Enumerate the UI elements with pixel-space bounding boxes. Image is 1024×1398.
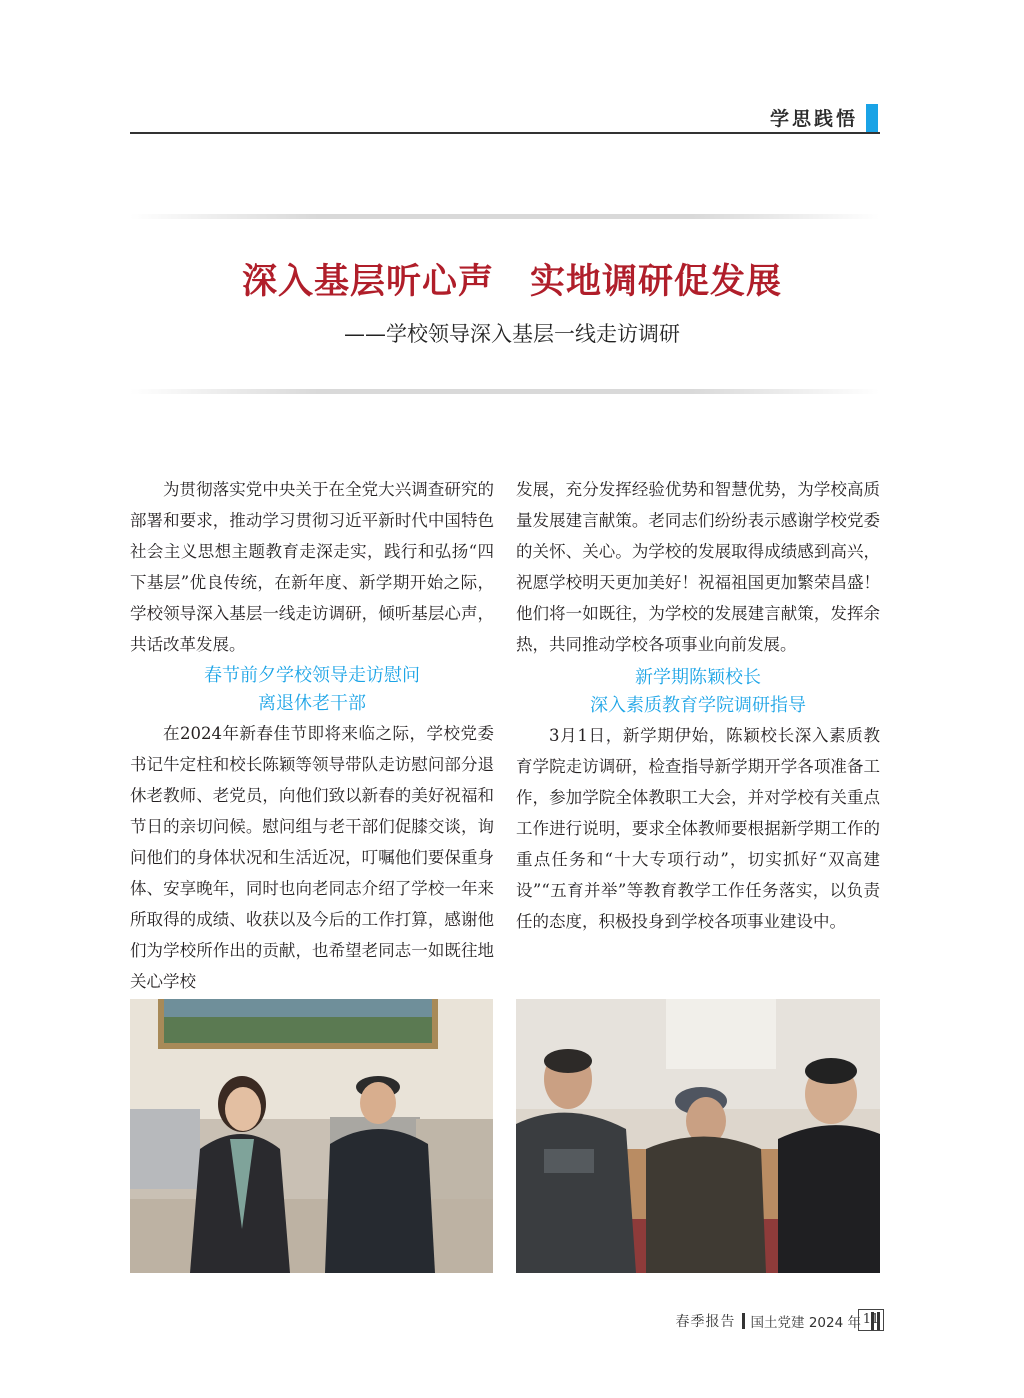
section1-heading-line1: 春节前夕学校领导走访慰问 (204, 665, 420, 686)
section2-heading (516, 664, 880, 720)
footer-issue: 国土党建 2024 年 (750, 1315, 861, 1331)
footer-magazine-name: 春季报告 (675, 1314, 736, 1330)
section2-paragraph: 3月1日，新学期伊始，陈颖校长深入素质教育学院走访调研，检查指导新学期开学各项准备工作，参加学院全体教职工大会，并对学校有关重点工作进行说明，要求全体教师要根据新学期工作的重点任务和“十大专项行动”，切实抓好“双高建设”“五育并举”等教育教学工作任务落实，以负责任的态度，积极投身到学校各项事业建设中。 (516, 726, 880, 931)
header-rule (130, 132, 880, 134)
intro-paragraph: 为贯彻落实党中央关于在全党大兴调查研究的部署和要求，推动学习贯彻习近平新时代中国特色社会主义思想主题教育走深走实，践行和弘扬“四下基层”优良传统，在新年度、新学期开始之际，学校领导深入基层一线走访调研，倾听基层心声，共话改革发展。 (130, 480, 494, 654)
page-number: 11 (858, 1309, 884, 1331)
photo-visit-left (130, 999, 493, 1273)
section1-paragraph-continued: 发展，充分发挥经验优势和智慧优势，为学校高质量发展建言献策。老同志们纷纷表示感谢学校党委的关怀、关心。为学校的发展取得成绩感到高兴，祝愿学校明天更加美好！祝福祖国更加繁荣昌盛！他们将一如既往，为学校的发展建言献策，发挥余热，共同推动学校各项事业向前发展。 (516, 480, 880, 654)
section-label: 学思践悟 (769, 108, 858, 130)
left-column (130, 474, 494, 997)
section2-heading-line2: 深入素质教育学院调研指导 (590, 695, 806, 716)
section1-heading (130, 662, 494, 718)
article-subtitle: ——学校领导深入基层一线走访调研 (344, 322, 680, 346)
section2-heading-line1: 新学期陈颖校长 (635, 667, 761, 688)
photo-visit-right (516, 999, 880, 1273)
section1-heading-line2: 离退休老干部 (258, 693, 366, 714)
footer (676, 1310, 880, 1332)
article-title: 深入基层听心声 实地调研促发展 (241, 261, 782, 302)
section1-paragraph: 在2024年新春佳节即将来临之际，学校党委书记牛定柱和校长陈颖等领导带队走访慰问部分退休老教师、老党员，向他们致以新春的美好祝福和节日的亲切问候。慰问组与老干部们促膝交谈，询问他们的身体状况和生活近况，叮嘱他们要保重身体、安享晚年，同时也向老同志介绍了学校一年来所取得的成绩、收获以及今后的工作打算，感谢他们为学校所作出的贡献，也希望老同志一如既往地关心学校 (130, 724, 494, 991)
section-accent-bar (866, 104, 878, 134)
title-bottom-divider (130, 389, 880, 394)
right-column (516, 474, 880, 937)
title-top-divider (130, 214, 880, 219)
footer-separator (742, 1313, 745, 1329)
